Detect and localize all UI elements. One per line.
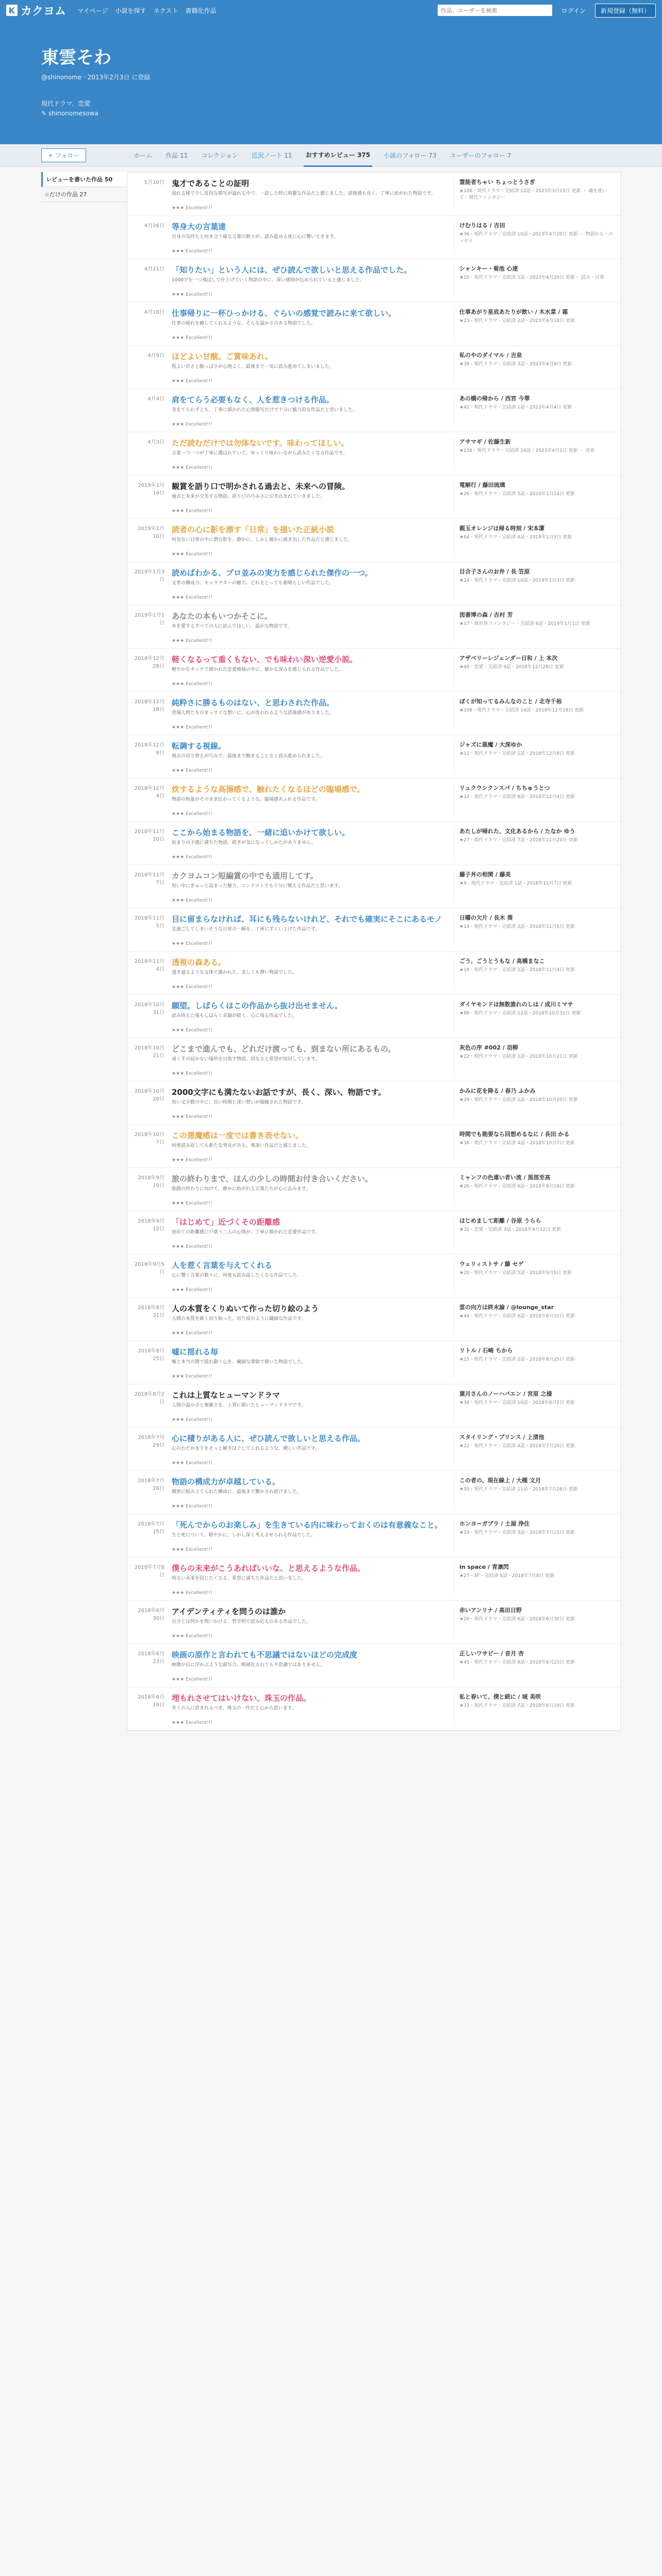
work-title-link[interactable]: 電解行 / 藤田琉璃: [459, 482, 505, 488]
review-title[interactable]: 埋もれさせてはいけない、珠玉の作品。: [172, 1693, 311, 1703]
review-text: 嘘と本当の間で揺れ動く心を、繊細な筆致で描いた物語でした。: [172, 1360, 307, 1365]
work-title-link[interactable]: in space / 青凛閃: [459, 1564, 509, 1570]
review-item: [127, 778, 620, 822]
review-date: 2018年10月31日: [134, 1002, 164, 1015]
review-title[interactable]: 軽くなるって重くもない、でも味わい深い逆愛小説。: [172, 655, 358, 664]
tab-home[interactable]: ホーム: [134, 152, 153, 159]
work-info: ★11・現代ドラマ・完結済 1話・2018年12月8日 更新: [459, 751, 575, 756]
review-date: 5月10日: [144, 180, 164, 185]
work-title-link[interactable]: 親玉オレンジは帰る時刻 / 宋本潔: [459, 525, 545, 532]
review-text: 読み終えた後もしばらく余韻が続く、心に残る作品でした。: [172, 1013, 297, 1019]
review-text: 1000字を一つ飛ばしで仕上げていく物語の中に、深い感情が込められていると感じました。: [172, 278, 365, 283]
review-item: [127, 995, 620, 1038]
review-date: 2018年12月18日: [134, 699, 164, 713]
review-date: 4月3日: [147, 439, 164, 445]
search-input[interactable]: [438, 5, 552, 16]
work-info: ★86・現代ドラマ・完結済 12話・2018年10月31日 更新: [459, 1011, 581, 1016]
tab-novel-follows[interactable]: 小説のフォロー 73: [384, 152, 437, 159]
review-date: 2018年12月4日: [134, 786, 164, 799]
review-text: 自身の気持ちと向き合う様な言葉の数々が、読み進める度に心に響いてきます。: [172, 234, 339, 240]
review-text: 過去と未来が交差する物語。語り口の巧みさに引き込まれていきました。: [172, 494, 325, 499]
review-rating: ★★★ Excellent!!!: [172, 552, 213, 556]
work-info: ★24・現代ドラマ・完結済 10話・2019年1月3日 更新: [459, 578, 575, 583]
review-rating: ★★★ Excellent!!!: [172, 638, 213, 643]
review-item: [127, 735, 620, 778]
review-item: [127, 1168, 620, 1211]
work-title-link[interactable]: 図書博の森 / 吉村 芳: [459, 612, 513, 618]
review-text: 何度読み返しても新たな発見がある、奥深い作品だと感じました。: [172, 1143, 311, 1148]
review-date: 2018年7月8日: [134, 1565, 164, 1578]
tab-reviews[interactable]: おすすめレビュー 375: [304, 144, 372, 167]
review-rating: ★★★ Excellent!!!: [172, 768, 213, 773]
review-date: 2019年1月14日: [138, 483, 164, 496]
work-info: ★12・現代ドラマ・完結済 1話・2018年10月21日 更新: [459, 1054, 578, 1059]
sidebar-item-reviewed[interactable]: レビューを書いた作品 50: [41, 172, 127, 187]
review-title[interactable]: 物語の構成力が卓越している。: [172, 1477, 280, 1486]
review-item: [127, 1384, 620, 1428]
review-text: 流れる様で少し皮肉な描写が溢れる中で、一読した時に綺麗な作品だと感じました。読後感も良く、丁寧に紡がれた物語です。: [172, 191, 436, 196]
review-item: [127, 1471, 620, 1514]
review-title[interactable]: 心に積りがある人に、ぜひ読んで欲しいと思える作品。: [172, 1434, 366, 1443]
review-text: 程よい甘さと酸っぱさが心地よく、最後まで一気に読み進めてしまいました。: [172, 364, 334, 369]
review-text: 初めての距離感に戸惑う二人の心情が、丁寧に描かれた恋愛作品です。: [172, 1230, 320, 1235]
work-info: ★10・現代ドラマ・完結済 1話・2023年4月20日 更新・ 読み・日常: [459, 275, 604, 280]
review-text: 言葉一つ一つが丁寧に選ばれていて、ゆっくり味わいながら読みたくなる作品です。: [172, 451, 348, 456]
review-text: 多くの人に読まれるべき、珠玉の一作だと心から思います。: [172, 1706, 296, 1711]
review-title[interactable]: 透視の森ある。: [172, 958, 226, 967]
review-rating: ★★★ Excellent!!!: [172, 379, 213, 383]
review-item: [127, 822, 620, 865]
top-nav: [77, 6, 216, 15]
review-title[interactable]: ほどよい甘酸。ご賞味あれ。: [172, 352, 273, 361]
review-title[interactable]: あなたの本もいつかそこに。: [172, 612, 273, 621]
review-title[interactable]: カクヨムコン短編賞の中でも通用してす。: [172, 871, 318, 880]
review-date: 2018年12月8日: [134, 742, 164, 756]
review-item: [127, 259, 620, 302]
review-rating: ★★★ Excellent!!!: [172, 1461, 213, 1465]
review-date: 2019年1月3日: [134, 569, 164, 583]
review-item: [127, 346, 620, 389]
work-title-link[interactable]: ぼくが知ってるみんなのこと / 北寺千裕: [459, 698, 562, 705]
review-date: 2018年8月31日: [138, 1305, 164, 1318]
work-title-link[interactable]: 正しいワサビー / 音月 杏: [459, 1650, 524, 1657]
review-text: 映像が目に浮かぶような描写力。映画化されても不思議ではありません。: [172, 1663, 325, 1668]
work-info: ★20・現代ドラマ・完結済 5話・2018年9月5日 更新: [459, 1270, 572, 1276]
work-title-link[interactable]: 私と春いて、僕と続に / 城 美咲: [459, 1693, 541, 1700]
review-title[interactable]: 嘘に揺れる毎: [172, 1347, 219, 1357]
top-bar: [0, 0, 662, 21]
review-date: 2018年9月19日: [138, 1175, 164, 1189]
review-date: 2018年10月21日: [134, 1045, 164, 1059]
review-title[interactable]: 仕事帰りに一杯ひっかける、ぐらいの感覚で読みに来て欲しい。: [172, 309, 396, 318]
work-info: ★31・恋愛・完結済 3話・2018年9月12日 更新: [459, 1227, 561, 1232]
work-info: ★106・現代ドラマ・完結済 12話・2023年3月15日 更新 ・ 魂を使いて・現代ファンタジー: [459, 189, 607, 200]
review-rating: ★★★ Excellent!!!: [172, 1287, 213, 1292]
review-item: [127, 1557, 620, 1601]
review-rating: ★★★ Excellent!!!: [172, 1201, 213, 1206]
review-text: 物語の熱量がそのまま伝わってくるような、臨場感あふれる作品です。: [172, 797, 320, 802]
review-rating: ★★★ Excellent!!!: [172, 422, 213, 427]
review-item: [127, 1125, 620, 1168]
work-info: ★26・現代ドラマ・完結済 6話・2018年9月19日 更新: [459, 1184, 575, 1189]
review-item: [127, 1687, 620, 1731]
review-rating: ★★★ Excellent!!!: [172, 1590, 213, 1595]
review-date: 2018年12月28日: [134, 656, 164, 669]
review-rating: ★★★ Excellent!!!: [172, 725, 213, 730]
review-title[interactable]: 純粋さに勝るものはない、と思わされた作品。: [172, 698, 335, 707]
work-info: ★36・現代ドラマ・完結済 4話・2018年10月7日 更新: [459, 1141, 575, 1146]
work-title-link[interactable]: アザベリーレジェンダー日和 / 上 本次: [459, 655, 558, 662]
work-title-link[interactable]: 霊能者ちゃい ちょっとうさぎ: [459, 179, 535, 185]
review-list: [127, 172, 621, 1731]
work-title-link[interactable]: ダイヤモンドは無数誰れのしは / 成川ミマサ: [459, 1001, 573, 1008]
login-button[interactable]: ログイン: [561, 7, 586, 14]
review-date: 2019年1月10日: [138, 526, 164, 539]
review-text: 奇をてらわずとも、丁寧に描かれた心情描写だけで十分に魅力的な作品だと思いました。: [172, 408, 358, 413]
review-title[interactable]: 人の本質をくりぬいて作った切り絵のよう: [172, 1304, 319, 1313]
review-title[interactable]: この悪魔感は一度では書き表せない。: [172, 1131, 304, 1140]
work-info: ★64・現代ドラマ・完結済 4話・2019年1月3日 更新: [459, 535, 572, 540]
sidebar-item-stars-only[interactable]: ☆だけの作品 27: [41, 187, 127, 202]
review-text: 透き通るような文体で描かれた、美しくも儚い物語でした。: [172, 970, 297, 975]
review-item: [127, 302, 620, 346]
work-info: ★26・現代ドラマ・完結済 5話・2019年1月14日 更新: [459, 492, 575, 497]
work-info: ★27・SF・完結済 5話・2018年7月8日 更新: [459, 1573, 555, 1579]
review-item: [127, 216, 620, 259]
site-logo[interactable]: [6, 3, 66, 19]
review-rating: ★★★ Excellent!!!: [172, 292, 213, 297]
work-title-link[interactable]: かみに花を降る / 春乃 ふかみ: [459, 1088, 536, 1094]
review-date: 4月18日: [144, 310, 164, 315]
review-date: 2018年6月19日: [138, 1694, 164, 1708]
review-title[interactable]: 鬼才であることの証明: [172, 179, 250, 188]
work-title-link[interactable]: あたしが帰れた、文化あるから / たなか ゆう: [459, 828, 575, 835]
review-rating: ★★★ Excellent!!!: [172, 335, 213, 340]
work-title-link[interactable]: けむりはる / 吉田: [459, 222, 505, 229]
review-text: 何気ない日常の中に潜む影を、静かに、しかし確かに描き出した作品だと感じました。: [172, 537, 353, 543]
review-rating: ★★★ Excellent!!!: [172, 855, 213, 859]
review-text: 緻密に組み立てられた構成に、最後まで驚かされ続けました。: [172, 1489, 302, 1495]
work-info: ★156・現代ドラマ・完結済 19話・2023年4月1日 更新 ・ 青春: [459, 448, 595, 453]
review-date: 2018年7月26日: [138, 1478, 164, 1492]
review-text: 短い文字数の中に、長い時間と深い想いが凝縮された物語です。: [172, 1100, 306, 1105]
work-title-link[interactable]: 灰色の序 #002 / 羽柳: [459, 1044, 518, 1051]
review-rating: ★★★ Excellent!!!: [172, 1244, 213, 1249]
review-title[interactable]: 肩をてらう必要もなく、人を惹きつける作品。: [172, 395, 334, 404]
review-text: 心のわだかまりをそっと解きほぐしてくれるような、優しい作品です。: [172, 1446, 320, 1451]
tab-works[interactable]: 作品 11: [166, 152, 188, 159]
review-title[interactable]: 僕らの未来がこうあればいいな、と思えるような作品。: [172, 1564, 366, 1573]
work-info: ★27・現代ドラマ・完結済 7話・2018年11月20日 更新: [459, 838, 578, 843]
review-item: [127, 692, 620, 735]
review-text: 明るい未来を信じたくなる、希望に満ちた作品だと思いました。: [172, 1576, 307, 1581]
profile-bio: 現代ドラマ、恋愛: [41, 100, 91, 107]
review-date: 2018年6月23日: [138, 1651, 164, 1665]
review-title[interactable]: 映画の原作と言われても不思議ではないほどの完成度: [172, 1650, 358, 1659]
work-info: ★50・現代ドラマ・完結済 11話・2018年7月26日 更新: [459, 1487, 578, 1492]
work-info: ★42・現代ドラマ・完結済 1話・2023年4月4日 更新: [459, 405, 572, 410]
follow-button[interactable]: + フォロー: [41, 148, 86, 162]
work-info: ★14・現代ドラマ・完結済 3話・2018年11月5日 更新: [459, 924, 575, 929]
work-info: ★15・現代ドラマ・完結済 2話・2018年8月25日 更新: [459, 1357, 575, 1362]
work-title-link[interactable]: ミャンフの色違い者い流 / 黒部至高: [459, 1174, 551, 1181]
profile-name: 東雲そわ: [41, 47, 111, 68]
review-item: [127, 649, 620, 692]
review-item: [127, 908, 620, 952]
review-text: 見過ごしてしまいそうな日常の一瞬を、丁寧にすくい上げた作品です。: [172, 927, 320, 932]
review-item: [127, 562, 620, 605]
review-item: [127, 519, 620, 562]
review-date: 2018年9月12日: [138, 1218, 164, 1232]
review-rating: ★★★ Excellent!!!: [172, 811, 213, 816]
review-rating: ★★★ Excellent!!!: [172, 1547, 213, 1552]
review-text: 文章の構成力、キャラクターの魅力、どれをとっても素晴らしい作品でした。: [172, 581, 334, 586]
review-title[interactable]: ここから始まる物語を、一緒に追いかけて欲しい。: [172, 828, 350, 837]
work-info: ★32・現代ドラマ・完結済 8話・2018年12月4日 更新: [459, 794, 575, 800]
review-item: [127, 1514, 620, 1557]
review-text: 人間の本質を鋭く切り取った、切り絵のように繊細な作品です。: [172, 1316, 306, 1321]
review-item: [127, 173, 620, 216]
profile-link[interactable]: ✎ shinonomesowa: [41, 110, 98, 117]
review-item: [127, 1211, 620, 1255]
review-title[interactable]: 等身大の言葉達: [172, 222, 226, 231]
review-title[interactable]: 観賞を語り口で明かされる過去と、未来への冒険。: [172, 482, 350, 491]
work-title-link[interactable]: 日曜の欠片 / 長木 葵: [459, 914, 513, 921]
work-title-link[interactable]: リトル / 石崎 ちから: [459, 1347, 513, 1354]
work-info: ★17・異世界ファンタジー・完結済 6話・2019年1月1日 更新: [459, 621, 590, 626]
review-date: 4月9日: [147, 353, 164, 359]
work-title-link[interactable]: 藤子丼の相関 / 藤美: [459, 871, 511, 878]
review-title[interactable]: 2000文字にも満たないお話ですが、長く、深い、物語です。: [172, 1088, 386, 1097]
review-title[interactable]: 「はじめて」近づくその距離感: [172, 1217, 280, 1227]
review-date: 2018年7月15日: [138, 1521, 164, 1535]
profile-meta: @shinonome · 2013年2月3日 に登録: [41, 74, 151, 81]
work-info: ★36・現代ドラマ・完結済 10話・2023年4月20日 更新 ・ 物語から・エッセイ: [459, 232, 614, 244]
review-rating: ★★★ Excellent!!!: [172, 206, 213, 210]
nav-books[interactable]: 書籍化作品: [185, 7, 217, 14]
review-text: 生と死について、軽やかに、しかし深く考えさせられる作品でした。: [172, 1533, 316, 1538]
review-text: 人間の温かさと複雑さを、上質に描いたヒューマンドラマです。: [172, 1403, 306, 1408]
review-title[interactable]: 炊するような高揚感で、触れたくなるほどの臨場感で。: [172, 785, 365, 794]
review-item: [127, 1341, 620, 1384]
tab-notes[interactable]: 近況ノート 11: [251, 152, 292, 159]
work-title-link[interactable]: アサマギ / 佐藤生新: [459, 438, 511, 445]
profile-tabs: [0, 144, 662, 167]
review-rating: ★★★ Excellent!!!: [172, 595, 213, 600]
review-rating: ★★★ Excellent!!!: [172, 1114, 213, 1119]
review-date: 2018年8月2日: [134, 1392, 164, 1405]
review-rating: ★★★ Excellent!!!: [172, 941, 213, 946]
review-date: 4月26日: [144, 223, 164, 229]
review-rating: ★★★ Excellent!!!: [172, 1028, 213, 1032]
review-title[interactable]: 読めばわかる、プロ並みの実力を感じられた傑作の一つ。: [172, 568, 373, 578]
review-item: [127, 1255, 620, 1298]
review-title[interactable]: 願望。しばらくはこの作品から抜け出せません。: [172, 1001, 342, 1010]
review-item: [127, 1081, 620, 1125]
work-title-link[interactable]: スタイリング・プリンス / 上清池: [459, 1434, 544, 1440]
review-item: [127, 389, 620, 432]
work-info: ★9・現代ドラマ・完結済 1話・2018年11月7日 更新: [459, 881, 572, 886]
review-text: 仕事の疲れを癒してくれるような、そんな温かさのある物語でした。: [172, 321, 316, 326]
review-item: [127, 605, 620, 649]
review-title[interactable]: ただ読むだけでは勿体ないです。味わってほしい。: [172, 438, 349, 448]
review-title[interactable]: 目に留まらなければ、耳にも残らないけれど、それでも確実にそこにあるモノ: [172, 914, 442, 924]
review-item: [127, 476, 620, 519]
work-title-link[interactable]: 私のやのダイマル / 吉泉: [459, 352, 522, 359]
review-item: [127, 1298, 620, 1341]
review-rating: ★★★ Excellent!!!: [172, 249, 213, 253]
review-date: 2018年11月5日: [134, 916, 164, 929]
review-item: [127, 865, 620, 908]
review-rating: ★★★ Excellent!!!: [172, 682, 213, 686]
review-rating: ★★★ Excellent!!!: [172, 898, 213, 903]
work-title-link[interactable]: 目合子さんのお弁 / 長 笠原: [459, 568, 530, 575]
review-date: 2019年1月1日: [134, 613, 164, 626]
review-date: 2018年10月20日: [134, 1089, 164, 1102]
tab-collections[interactable]: コレクション: [201, 152, 238, 159]
review-title[interactable]: 旅の終わりまで、ほんの少しの時間お付き合いください。: [172, 1174, 373, 1183]
work-title-link[interactable]: ウェリィストサ / 藤 セゲ: [459, 1261, 524, 1267]
work-info: ★45・現代ドラマ・完結済 8話・2018年6月23日 更新: [459, 1660, 575, 1665]
review-title[interactable]: 人を惹く言葉を与えてくれる: [172, 1261, 273, 1270]
work-title-link[interactable]: あの橋の帰から / 西宮 今華: [459, 395, 530, 402]
review-date: 2018年11月4日: [134, 959, 164, 972]
signup-button[interactable]: 新規登録（無料）: [595, 4, 656, 18]
review-rating: ★★★ Excellent!!!: [172, 1331, 213, 1335]
review-item: [127, 1644, 620, 1687]
review-rating: ★★★ Excellent!!!: [172, 509, 213, 513]
nav-next[interactable]: ネクスト: [153, 7, 178, 14]
review-rating: ★★★ Excellent!!!: [172, 1720, 213, 1725]
review-text: 旅路の終わりに向けて、静かに紡がれる言葉たちが心に沁みます。: [172, 1187, 311, 1192]
review-text: 自分とは何かを問いかける、哲学的で読み応えのある作品でした。: [172, 1619, 311, 1624]
review-text: 軽やかなタッチで描かれた恋愛模様の中に、確かな深みを感じられる作品でした。: [172, 667, 344, 672]
work-info: ★20・現代ドラマ・完結済 6話・2018年6月30日 更新: [459, 1617, 575, 1622]
work-title-link[interactable]: ホンヨーガブラ / 土屋 浄住: [459, 1520, 530, 1527]
work-info: ★44・現代ドラマ・完結済 9話・2018年8月31日 更新: [459, 1314, 575, 1319]
review-title[interactable]: アイデンティティを問うのは誰か: [172, 1607, 286, 1616]
work-title-link[interactable]: 葉月さんのノーハバエン / 宮原 之様: [459, 1391, 552, 1397]
work-info: ★19・現代ドラマ・完結済 3話・2018年7月15日 更新: [459, 1530, 575, 1535]
review-title[interactable]: 「死んでからのお楽しみ」を生きている内に味わっておくのは有意義なこと。: [172, 1520, 442, 1530]
review-title[interactable]: 転調する視線。: [172, 741, 226, 751]
work-info: ★33・現代ドラマ・完結済 7話・2018年6月19日 更新: [459, 1703, 575, 1708]
review-date: 2018年7月29日: [138, 1435, 164, 1448]
review-rating: ★★★ Excellent!!!: [172, 1634, 213, 1638]
review-rating: ★★★ Excellent!!!: [172, 1374, 213, 1379]
work-info: ★29・現代ドラマ・完結済 1話・2018年10月20日 更新: [459, 1097, 578, 1103]
work-info: ★106・現代ドラマ・完結済 14話・2018年12月18日 更新: [459, 708, 584, 713]
work-title-link[interactable]: この者の、現在線上 / 大槻 文月: [459, 1477, 541, 1484]
review-text: 心に響く言葉の数々に、何度も読み返したくなる作品でした。: [172, 1273, 302, 1278]
review-text: 視点の切り替えが巧みで、最後まで飽きることなく読み進められました。: [172, 754, 325, 759]
review-text: 短い中にぎゅっと詰まった魅力。コンテストでも十分に戦える作品だと思います。: [172, 884, 343, 889]
work-title-link[interactable]: ジャズに悪魔 / 大深ゆか: [459, 741, 522, 748]
tab-user-follows[interactable]: ユーザーのフォロー 7: [450, 152, 511, 159]
review-title[interactable]: 「知りたい」という人には、ぜひ読んで欲しいと思える作品でした。: [172, 265, 412, 275]
review-item: [127, 1428, 620, 1471]
review-text: 始まりの予感に満ちた物語。続きが気になってしかたがありません。: [172, 840, 316, 845]
work-info: ★22・現代ドラマ・完結済 4話・2018年7月29日 更新: [459, 1444, 575, 1449]
review-rating: ★★★ Excellent!!!: [172, 1158, 213, 1162]
review-title[interactable]: 読者の心に影を潜す「日常」を描いた正統小説: [172, 525, 335, 534]
brand-name: カクヨム: [21, 5, 67, 18]
review-title[interactable]: どこまで進んでも、どれだけ渡っても、到まない所にあるもの。: [172, 1044, 396, 1054]
review-rating: ★★★ Excellent!!!: [172, 1417, 213, 1422]
nav-find-novels[interactable]: 小説を探す: [115, 7, 146, 14]
work-title-link[interactable]: 仕事あがり星底あたりが飲い / 木水菜 / 霜: [459, 309, 568, 315]
review-rating: ★★★ Excellent!!!: [172, 1677, 213, 1682]
logo-icon: K: [6, 5, 18, 16]
review-date: 2018年6月30日: [138, 1608, 164, 1621]
review-item: [127, 1038, 620, 1081]
review-date: 2018年11月20日: [134, 829, 164, 842]
work-info: ★18・現代ドラマ・完結済 2話・2018年11月4日 更新: [459, 968, 575, 973]
work-title-link[interactable]: 時間でも勘要なら回想めるなに / 長田 かる: [459, 1131, 570, 1138]
review-rating: ★★★ Excellent!!!: [172, 465, 213, 470]
review-rating: ★★★ Excellent!!!: [172, 1071, 213, 1076]
nav-mypage[interactable]: マイページ: [77, 7, 108, 14]
review-filter-sidebar: [41, 172, 127, 1731]
review-date: 4月21日: [144, 266, 164, 272]
review-title[interactable]: これは上質なヒューマンドラマ: [172, 1391, 280, 1400]
review-date: 2018年11月7日: [134, 872, 164, 886]
profile-header: [0, 21, 662, 144]
work-info: ★38・現代ドラマ・完結済 10話・2018年8月2日 更新: [459, 1400, 575, 1405]
review-date: 2018年10月7日: [134, 1132, 164, 1145]
review-text: 登場人物たちのまっすぐな想いに、心が洗われるような読後感がありました。: [172, 710, 335, 716]
work-title-link[interactable]: ごう、ごうとうもな / 高橋まなこ: [459, 958, 545, 964]
review-item: [127, 1601, 620, 1644]
work-title-link[interactable]: はじめまして距離 / 谷原 うらら: [459, 1217, 541, 1224]
review-date: 4月4日: [147, 396, 164, 402]
review-text: 遠く手の届かない場所を目指す物語。切なさと希望が同居しています。: [172, 1057, 320, 1062]
work-info: ★40・恋愛・完結済 9話・2018年12月28日 更新: [459, 665, 564, 670]
review-date: 2018年9月5日: [134, 1262, 164, 1275]
work-info: ★38・現代ドラマ・完結済 3話・2023年4月9日 更新: [459, 362, 572, 367]
work-title-link[interactable]: 赤いアンリナ / 高田日野: [459, 1607, 522, 1614]
review-rating: ★★★ Excellent!!!: [172, 985, 213, 989]
work-title-link[interactable]: シャンキー・菊池 心達: [459, 265, 518, 272]
work-info: ★23・現代ドラマ・完結済 2話・2023年4月18日 更新: [459, 318, 575, 324]
review-date: 2018年8月25日: [138, 1348, 164, 1362]
work-title-link[interactable]: リュクウシクンスパ / ちちゅうとつ: [459, 785, 550, 791]
review-text: 本を愛するすべての人に読んでほしい、温かな物語です。: [172, 624, 292, 629]
review-item: [127, 432, 620, 476]
work-title-link[interactable]: 雲の向方は終末論 / @lounge_star: [459, 1304, 554, 1311]
review-item: [127, 952, 620, 995]
review-rating: ★★★ Excellent!!!: [172, 1504, 213, 1509]
